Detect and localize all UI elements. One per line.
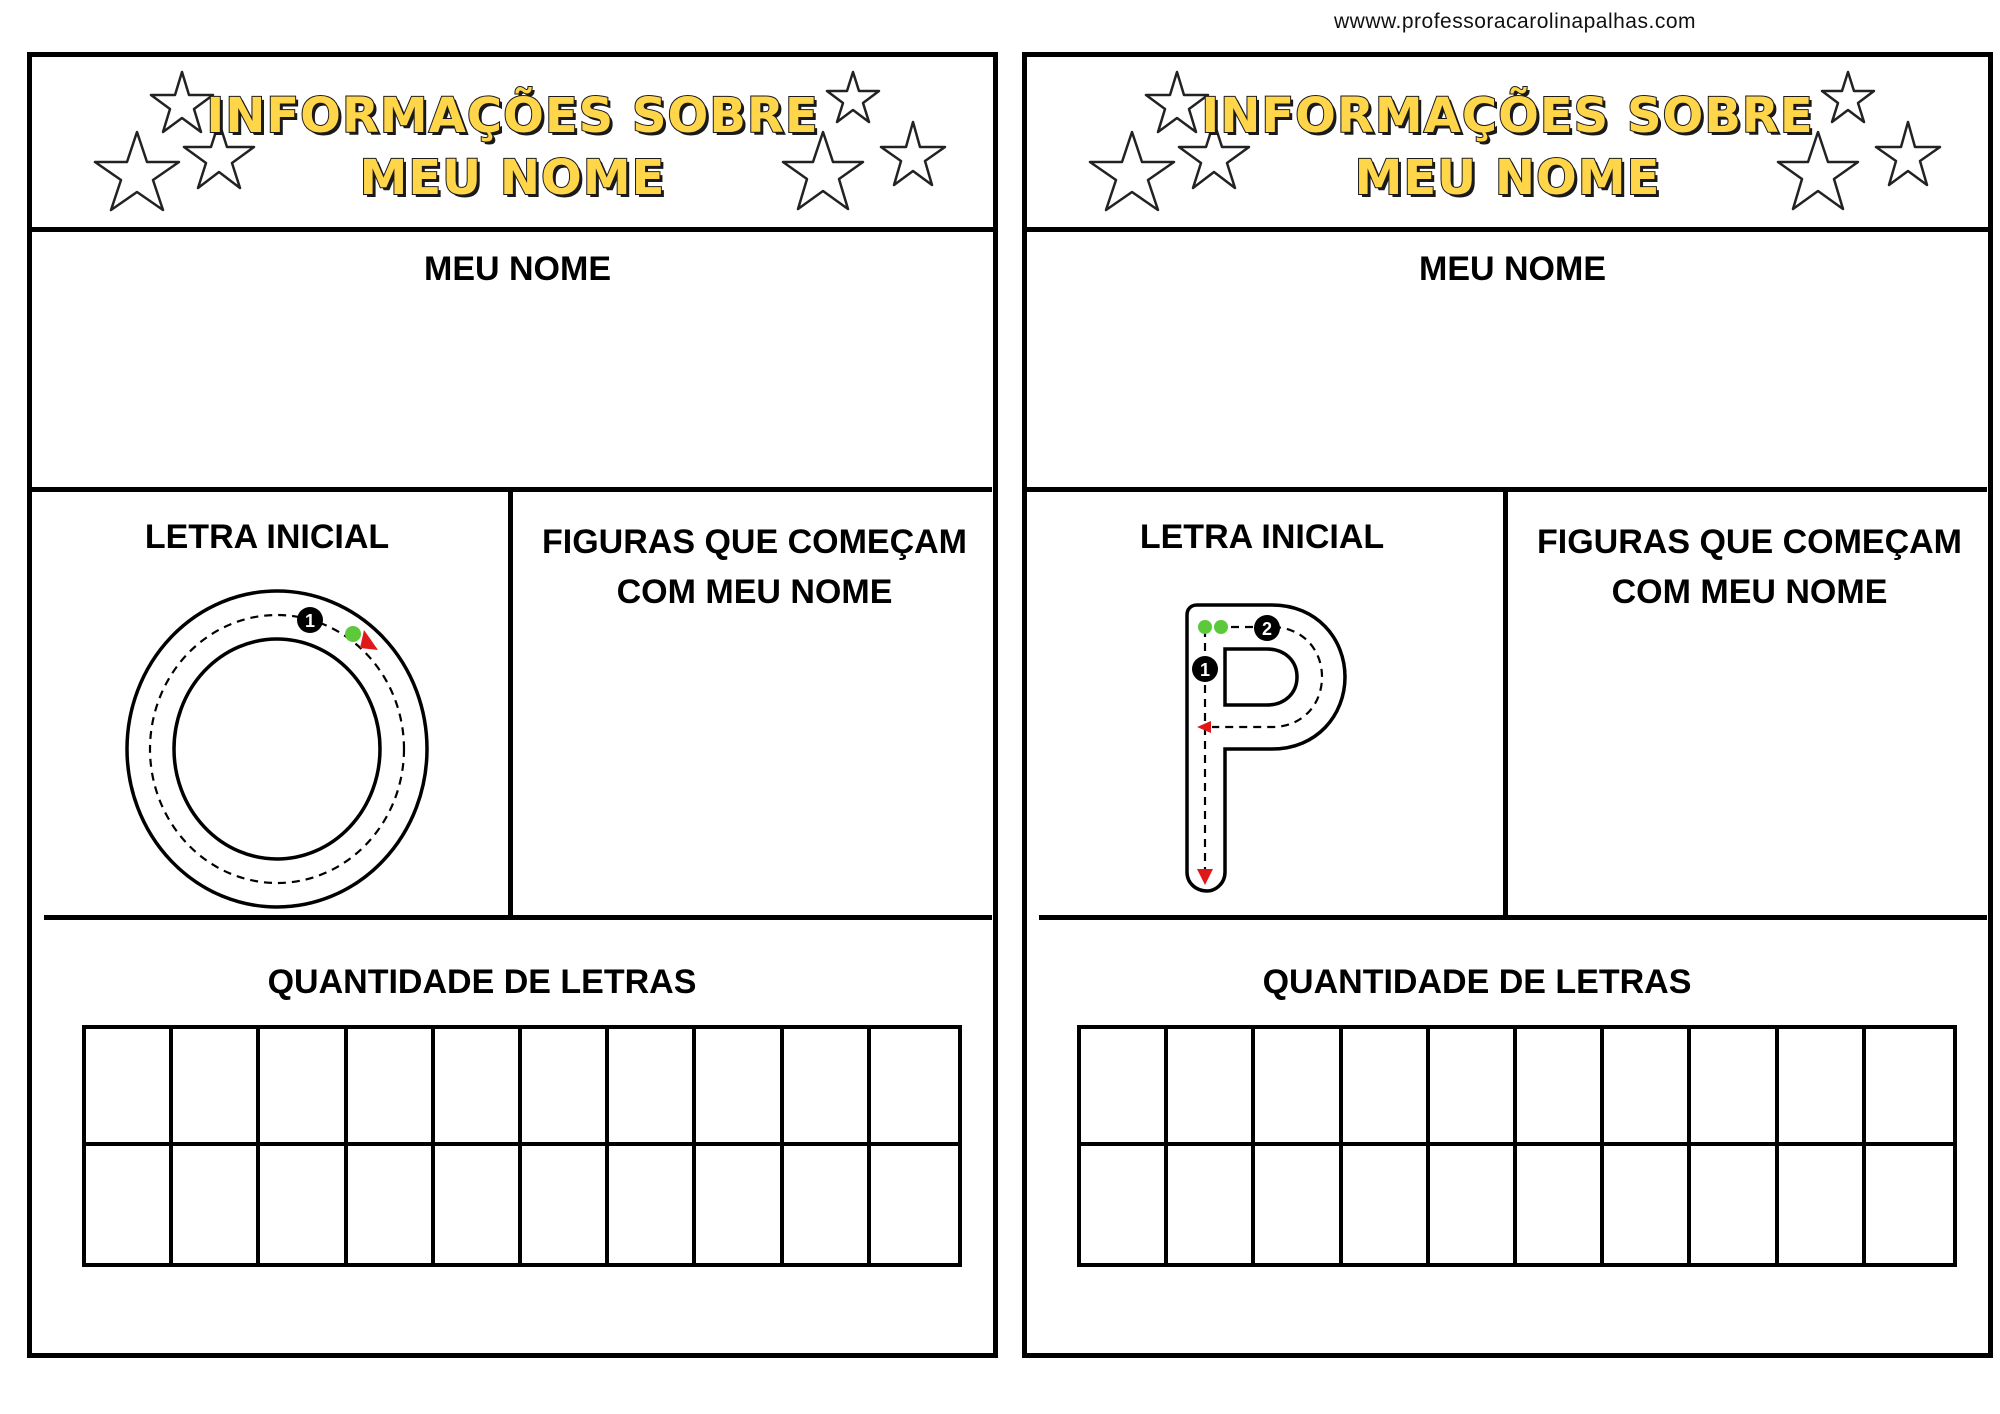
- letter-box[interactable]: [1255, 1029, 1342, 1146]
- letter-box[interactable]: [173, 1146, 260, 1263]
- letter-box[interactable]: [522, 1146, 609, 1263]
- letter-box[interactable]: [1604, 1029, 1691, 1146]
- letter-box[interactable]: [696, 1146, 783, 1263]
- letter-box[interactable]: [86, 1029, 173, 1146]
- divider-figures: [1039, 915, 1987, 920]
- letter-box[interactable]: [1866, 1146, 1953, 1263]
- figures-label-line2: COM MEU NOME: [1611, 573, 1888, 611]
- letter-box[interactable]: [1779, 1146, 1866, 1263]
- divider-vertical: [1503, 490, 1508, 918]
- letter-box[interactable]: [1691, 1146, 1778, 1263]
- letter-box[interactable]: [784, 1146, 871, 1263]
- letter-box[interactable]: [1517, 1146, 1604, 1263]
- letter-box[interactable]: [1430, 1146, 1517, 1263]
- name-label: MEU NOME: [424, 250, 611, 288]
- letter-box[interactable]: [871, 1029, 958, 1146]
- name-worksheet-card-p: [1022, 52, 1993, 1358]
- initial-letter-label: LETRA INICIAL: [144, 518, 390, 556]
- letter-box[interactable]: [1168, 1146, 1255, 1263]
- letter-box[interactable]: [1779, 1029, 1866, 1146]
- initial-letter-label: LETRA INICIAL: [1139, 518, 1385, 556]
- letter-box[interactable]: [1168, 1029, 1255, 1146]
- divider-vertical: [508, 490, 513, 918]
- website-url: wwww.professoracarolinapalhas.com: [1334, 10, 1696, 33]
- letter-box[interactable]: [1343, 1146, 1430, 1263]
- letter-count-grid: [82, 1025, 962, 1267]
- name-label: MEU NOME: [1419, 250, 1606, 288]
- letter-box[interactable]: [1081, 1029, 1168, 1146]
- letter-count-grid: [1077, 1025, 1957, 1267]
- figures-label: [1512, 517, 1987, 617]
- worksheet-title-line1: INFORMAÇÕES SOBRE: [1201, 88, 1814, 144]
- letter-box[interactable]: [1691, 1029, 1778, 1146]
- letter-o-tracing-icon: [122, 582, 442, 912]
- stroke-number-1: 1: [1199, 660, 1211, 680]
- stroke-number-2: 2: [1261, 619, 1273, 639]
- letter-box[interactable]: [1517, 1029, 1604, 1146]
- letter-box[interactable]: [609, 1029, 696, 1146]
- letter-box[interactable]: [871, 1146, 958, 1263]
- letter-box[interactable]: [1255, 1146, 1342, 1263]
- letter-box[interactable]: [348, 1029, 435, 1146]
- letter-box[interactable]: [348, 1146, 435, 1263]
- figures-label-line1: FIGURAS QUE COMEÇAM: [1537, 523, 1962, 561]
- letter-p-tracing-icon: [1167, 597, 1367, 897]
- letter-box[interactable]: [435, 1146, 522, 1263]
- letter-count-label: QUANTIDADE DE LETRAS: [1262, 963, 1692, 1001]
- worksheet-title-line2: MEU NOME: [1354, 150, 1661, 206]
- figures-label: [517, 517, 992, 617]
- letter-box[interactable]: [260, 1146, 347, 1263]
- figures-label-line1: FIGURAS QUE COMEÇAM: [542, 523, 967, 561]
- letter-box[interactable]: [1081, 1146, 1168, 1263]
- letter-box[interactable]: [696, 1029, 783, 1146]
- letter-box[interactable]: [609, 1146, 696, 1263]
- letter-box[interactable]: [173, 1029, 260, 1146]
- letter-box[interactable]: [260, 1029, 347, 1146]
- letter-box[interactable]: [1343, 1029, 1430, 1146]
- stars-decoration-right-icon: [763, 57, 963, 232]
- worksheet-title-line2: MEU NOME: [359, 150, 666, 206]
- letter-box[interactable]: [522, 1029, 609, 1146]
- letter-box[interactable]: [1866, 1029, 1953, 1146]
- stars-decoration-right-icon: [1758, 57, 1958, 232]
- letter-box[interactable]: [784, 1029, 871, 1146]
- stroke-number-1: 1: [304, 611, 316, 631]
- worksheet-title-line1: INFORMAÇÕES SOBRE: [206, 88, 819, 144]
- letter-box[interactable]: [1604, 1146, 1691, 1263]
- figures-label-line2: COM MEU NOME: [616, 573, 893, 611]
- card-header: [32, 57, 993, 232]
- letter-box[interactable]: [86, 1146, 173, 1263]
- divider-figures: [44, 915, 992, 920]
- letter-box[interactable]: [1430, 1029, 1517, 1146]
- letter-box[interactable]: [435, 1029, 522, 1146]
- name-worksheet-card-o: [27, 52, 998, 1358]
- letter-count-label: QUANTIDADE DE LETRAS: [267, 963, 697, 1001]
- card-header: [1027, 57, 1988, 232]
